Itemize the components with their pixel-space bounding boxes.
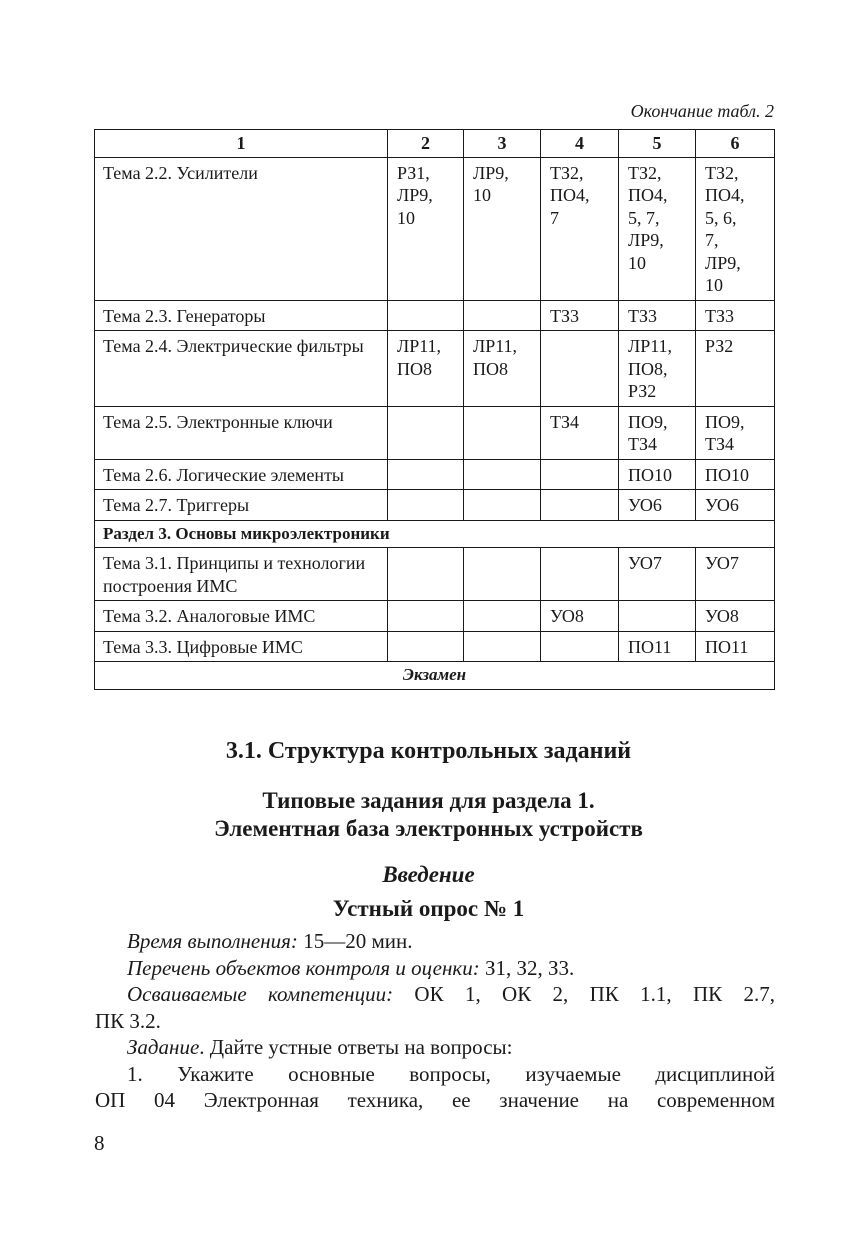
table-cell: ТЗ2, ПО4, 5, 6, 7, ЛР9, 10 [696,157,775,300]
column-header: 4 [541,130,619,158]
table-cell [464,459,541,490]
table-cell [388,300,464,331]
section-title: Раздел 3. Основы микроэлектроники [95,520,775,548]
topic-cell: Тема 2.2. Усилители [95,157,388,300]
table-cell [541,459,619,490]
table-cell [388,631,464,662]
survey-heading: Устный опрос № 1 [332,896,525,921]
table-row [95,331,775,407]
time-line [95,928,775,955]
objects-label: Перечень объектов контроля и оценки: [127,955,480,980]
table-cell: ПО10 [619,459,696,490]
table-cell [388,406,464,459]
column-header: 3 [464,130,541,158]
table-cell: ТЗ2, ПО4, 5, 7, ЛР9, 10 [619,157,696,300]
table-cell [541,631,619,662]
tasks-heading-line2: Элементная база электронных устройств [214,816,643,841]
table-cell: ЛР11, ПО8 [464,331,541,407]
table-cell: ТЗ3 [541,300,619,331]
table-cell [541,548,619,601]
table-cell [388,548,464,601]
table-cell: ТЗ2, ПО4, 7 [541,157,619,300]
table-cell [388,459,464,490]
table-cell: ЛР11, ПО8 [388,331,464,407]
section-heading: 3.1. Структура контрольных заданий [225,738,632,764]
page-number: 8 [94,1131,105,1155]
topic-cell: Тема 2.6. Логические элементы [95,459,388,490]
table-cell: ЛР9, 10 [464,157,541,300]
exam-label: Экзамен [95,662,775,690]
table-cell: ТЗ3 [696,300,775,331]
column-header: 6 [696,130,775,158]
intro-heading: Введение [382,862,475,887]
topic-cell: Тема 2.5. Электронные ключи [95,406,388,459]
table-cell [464,631,541,662]
competency-table [94,129,775,690]
table-cell: ПО11 [696,631,775,662]
tasks-heading-line1: Типовые задания для раздела 1. [262,788,595,813]
table-cell: ТЗ3 [619,300,696,331]
table-cell [464,548,541,601]
table-cell: РЗ1, ЛР9, 10 [388,157,464,300]
table-cell [388,490,464,521]
competencies-value: ОК 1, ОК 2, ПК 1.1, ПК 2.7, [393,982,775,1006]
column-header: 2 [388,130,464,158]
task-label: Задание [127,1035,200,1059]
competencies-label: Осваиваемые компетенции: [127,982,394,1006]
table-cell [464,490,541,521]
table-cell: УО7 [696,548,775,601]
table-cell: УО8 [541,601,619,632]
topic-cell: Тема 3.3. Цифровые ИМС [95,631,388,662]
question-1-line1: 1. Укажите основные вопросы, изучаемые дисциплиной [127,1061,775,1086]
table-cell: ПО11 [619,631,696,662]
table-cell [541,331,619,407]
table-cell [388,601,464,632]
table-caption: Окончание табл. 2 [630,101,774,121]
table-cell: УО8 [696,601,775,632]
competencies-line [95,981,775,1008]
table-cell: ЛР11, ПО8, РЗ2 [619,331,696,407]
topic-cell: Тема 2.4. Электрические фильтры [95,331,388,407]
table-cell [464,300,541,331]
table-cell [541,490,619,521]
time-label: Время выполнения: [127,929,298,953]
table-row [95,490,775,521]
time-value: 15—20 мин. [297,929,413,953]
section-row [95,520,775,548]
table-cell: УО7 [619,548,696,601]
table-row [95,631,775,662]
topic-cell: Тема 2.7. Триггеры [95,490,388,521]
table-row [95,459,775,490]
competencies-continued: ПК 3.2. [95,1008,161,1033]
table-cell: УО6 [619,490,696,521]
column-header: 5 [619,130,696,158]
table-row [95,548,775,601]
table-row [95,601,775,632]
table-cell [619,601,696,632]
table-cell: ПО10 [696,459,775,490]
exam-row [95,662,775,690]
table-header-row [95,130,775,158]
task-value: . Дайте устные ответы на вопросы: [199,1035,513,1059]
column-header: 1 [95,130,388,158]
table-cell: ТЗ4 [541,406,619,459]
table-row [95,406,775,459]
table-cell: РЗ2 [696,331,775,407]
topic-cell: Тема 2.3. Генераторы [95,300,388,331]
table-cell: ПО9, ТЗ4 [696,406,775,459]
table-cell: ПО9, ТЗ4 [619,406,696,459]
topic-cell: Тема 3.2. Аналоговые ИМС [95,601,388,632]
table-cell [464,406,541,459]
objects-value: З1, З2, З3. [479,955,575,980]
task-line [95,1034,775,1061]
tasks-heading [0,787,857,843]
question-1-line2: ОП 04 Электронная техника, ее значение на современном [95,1088,775,1112]
objects-line [95,955,775,982]
table-row [95,300,775,331]
table-cell [464,601,541,632]
topic-cell: Тема 3.1. Принципы и технологии построения ИМС [95,548,388,601]
table-row [95,157,775,300]
task-description [95,928,775,1114]
table-cell: УО6 [696,490,775,521]
